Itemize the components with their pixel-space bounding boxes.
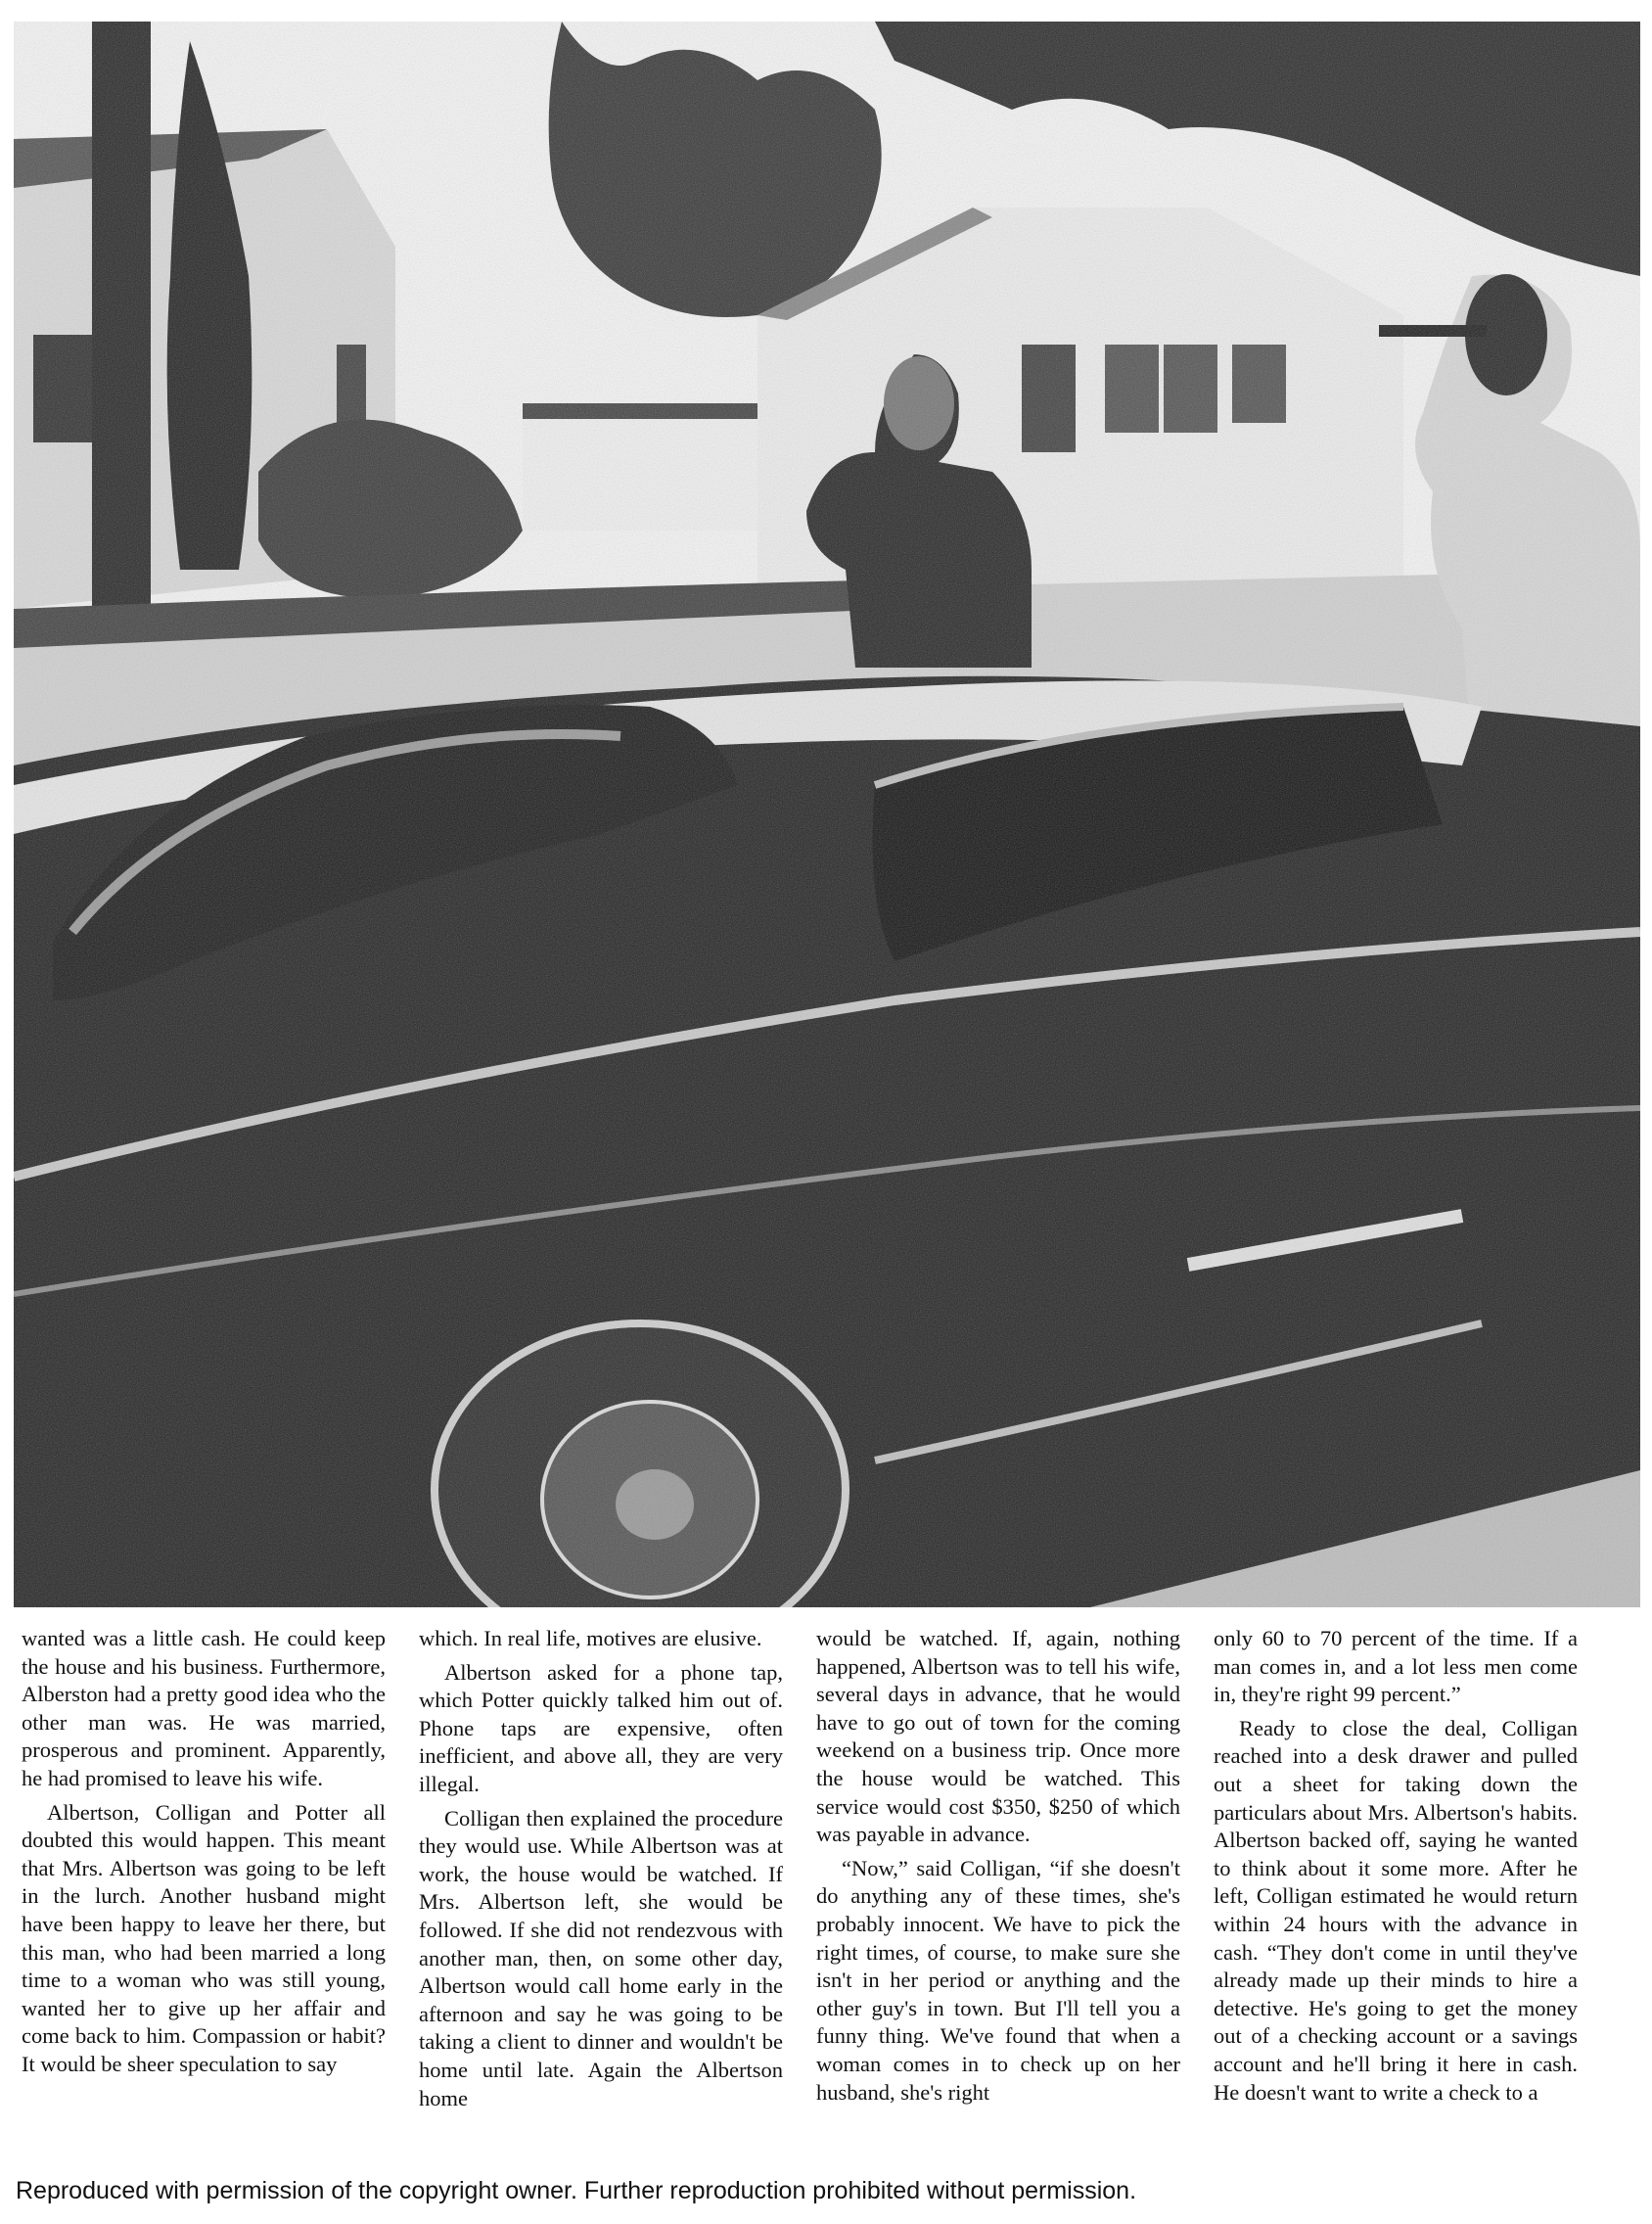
text-column-1 [22, 1625, 386, 2079]
text-column-4 [1214, 1625, 1578, 2107]
paragraph: only 60 to 70 percent of the time. If a man comes in, and a lot less men come in, they're right 99 percent.” [1214, 1626, 1578, 1707]
paragraph: “Now,” said Colligan, “if she doesn't do anything any of these times, she's probably innocent. We have to pick the right times, of course, to make sure she isn't in her period or anything and the other guy's in town. But I'll tell you a funny thing. We've found that when a woman comes in to check up on her husband, she's right [816, 1855, 1180, 2105]
paragraph: Colligan then explained the procedure they would use. While Albertson was at work, the house would be watched. If Mrs. Albertson left, she would be followed. If she did not rendezvous with another man, then, on some other day, Albertson would call home early in the afternoon and say he was going to be taking a client to dinner and wouldn't be home until late. Again the Albertson home [419, 1805, 783, 2110]
newspaper-photo [14, 22, 1640, 1607]
paragraph: wanted was a little cash. He could keep the house and his business. Furthermore, Alberston had a pretty good idea who the other man was. He was married, prosperous and prominent. Apparently, he had promised to leave his wife. [22, 1626, 386, 1790]
copyright-footer: Reproduced with permission of the copyright owner. Further reproduction prohibited without permission. [16, 2177, 1137, 2204]
paragraph: Albertson, Colligan and Potter all doubted this would happen. This meant that Mrs. Albertson was going to be left in the lurch. Another husband might have been happy to leave her there, but this man, who had been married a long time to a woman who was still young, wanted her to give up her affair and come back to him. Compassion or habit? It would be sheer speculation to say [22, 1799, 386, 2076]
text-column-2 [419, 1625, 783, 2112]
paragraph: which. In real life, motives are elusive. [419, 1626, 762, 1650]
photograph-icon [14, 22, 1640, 1607]
text-column-3 [816, 1625, 1180, 2107]
paragraph: Albertson asked for a phone tap, which Potter quickly talked him out of. Phone taps are expensive, often inefficient, and above all, they are very illegal. [419, 1659, 783, 1796]
paragraph: would be watched. If, again, nothing happened, Albertson was to tell his wife, several days in advance, that he would have to go out of town for the coming weekend on a business trip. Once more the house would be watched. This service would cost $350, $250 of which was payable in advance. [816, 1626, 1180, 1847]
paragraph: Ready to close the deal, Colligan reached into a desk drawer and pulled out a sheet for taking down the particulars about Mrs. Albertson's habits. Albertson backed off, saying he wanted to think about it some more. After he left, Colligan estimated he would return within 24 hours with the advance in cash. “They don't come in until they've already made up their minds to hire a detective. He's going to get the money out of a checking account or a savings account and he'll bring it here in cash. He doesn't want to write a check to a [1214, 1715, 1578, 2105]
